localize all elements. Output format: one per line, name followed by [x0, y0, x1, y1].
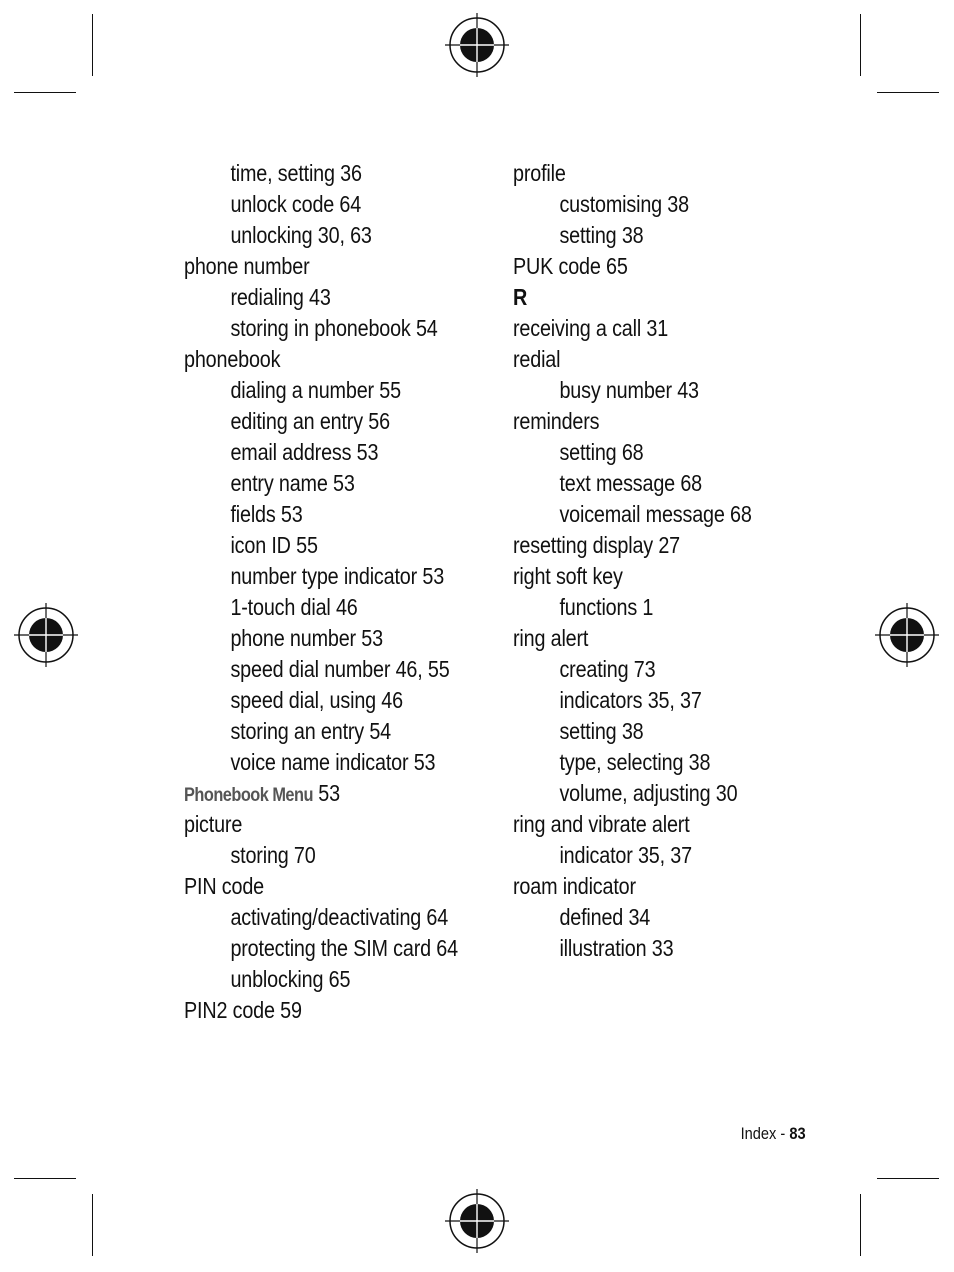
- index-subentry: [184, 623, 468, 654]
- index-letter-heading: [513, 282, 797, 313]
- index-subentry: [184, 437, 468, 468]
- index-subentry: [184, 747, 468, 778]
- entry-text: entry name 53: [230, 470, 355, 496]
- index-subentry: [184, 468, 468, 499]
- entry-text: indicators 35, 37: [559, 687, 702, 713]
- index-entry: [513, 623, 797, 654]
- index-subentry: [513, 654, 797, 685]
- index-subentry: [184, 499, 468, 530]
- crop-mark: [92, 14, 93, 76]
- index-entry: [184, 251, 468, 282]
- entry-text: editing an entry 56: [230, 408, 390, 434]
- entry-text: creating 73: [559, 656, 656, 682]
- index-entry: [184, 809, 468, 840]
- entry-text: unblocking 65: [230, 966, 351, 992]
- entry-text: icon ID 55: [230, 532, 318, 558]
- index-subentry: [513, 902, 797, 933]
- entry-text: text message 68: [559, 470, 702, 496]
- index-subentry: [513, 437, 797, 468]
- registration-mark-icon: [875, 603, 939, 667]
- menu-term: Phonebook Menu: [184, 785, 313, 806]
- entry-text: defined 34: [559, 904, 651, 930]
- footer-section-label: Index -: [740, 1124, 790, 1143]
- registration-mark-icon: [14, 603, 78, 667]
- index-subentry: [184, 375, 468, 406]
- entry-text: activating/deactivating 64: [230, 904, 449, 930]
- index-subentry: [184, 933, 468, 964]
- entry-text: unlocking 30, 63: [230, 222, 372, 248]
- entry-text: type, selecting 38: [559, 749, 711, 775]
- entry-text: redialing 43: [230, 284, 331, 310]
- entry-text: ring and vibrate alert: [513, 811, 690, 837]
- entry-text: PUK code 65: [513, 253, 628, 279]
- entry-text: protecting the SIM card 64: [230, 935, 458, 961]
- index-subentry: [184, 158, 468, 189]
- index-entry: [513, 809, 797, 840]
- index-entry: [513, 313, 797, 344]
- page-footer: [741, 1124, 806, 1144]
- crop-mark: [92, 1194, 93, 1256]
- index-subentry: [184, 592, 468, 623]
- entry-text: volume, adjusting 30: [559, 780, 738, 806]
- index-column-right: [513, 158, 843, 964]
- crop-mark: [860, 14, 861, 76]
- entry-text: setting 38: [559, 718, 644, 744]
- entry-text: storing in phonebook 54: [230, 315, 438, 341]
- registration-mark-icon: [445, 13, 509, 77]
- entry-text: dialing a number 55: [230, 377, 401, 403]
- entry-text: customising 38: [559, 191, 689, 217]
- index-entry: [513, 344, 797, 375]
- entry-text: number type indicator 53: [230, 563, 445, 589]
- index-subentry: [184, 282, 468, 313]
- entry-text: profile: [513, 160, 566, 186]
- index-entry: [513, 530, 797, 561]
- registration-mark-icon: [445, 1189, 509, 1253]
- index-subentry: [513, 778, 797, 809]
- crop-mark: [877, 1178, 939, 1179]
- index-subentry: [513, 220, 797, 251]
- entry-text: reminders: [513, 408, 600, 434]
- index-subentry: [184, 964, 468, 995]
- index-entry: [513, 561, 797, 592]
- entry-text: PIN2 code 59: [184, 997, 302, 1023]
- entry-text: speed dial number 46, 55: [230, 656, 450, 682]
- entry-text: functions 1: [559, 594, 654, 620]
- index-subentry: [513, 933, 797, 964]
- index-subentry: [184, 406, 468, 437]
- entry-text: indicator 35, 37: [559, 842, 692, 868]
- entry-text: phone number: [184, 253, 310, 279]
- index-subentry: [513, 685, 797, 716]
- index-subentry: [513, 375, 797, 406]
- entry-text: ring alert: [513, 625, 589, 651]
- index-subentry: [513, 468, 797, 499]
- index-subentry: [513, 592, 797, 623]
- index-subentry: [184, 840, 468, 871]
- index-entry: [184, 344, 468, 375]
- entry-text: right soft key: [513, 563, 623, 589]
- entry-text: PIN code: [184, 873, 264, 899]
- entry-text: 53: [312, 780, 340, 806]
- index-subentry: [513, 840, 797, 871]
- index-subentry: [184, 530, 468, 561]
- index-subentry: [184, 189, 468, 220]
- entry-text: speed dial, using 46: [230, 687, 403, 713]
- index-subentry: [184, 313, 468, 344]
- entry-text: receiving a call 31: [513, 315, 669, 341]
- index-entry: [513, 406, 797, 437]
- entry-text: phone number 53: [230, 625, 383, 651]
- entry-text: illustration 33: [559, 935, 674, 961]
- index-subentry: [184, 716, 468, 747]
- index-entry: [513, 158, 797, 189]
- index-subentry: [513, 499, 797, 530]
- index-subentry: [184, 561, 468, 592]
- entry-text: setting 68: [559, 439, 644, 465]
- index-entry: [184, 871, 468, 902]
- entry-text: busy number 43: [559, 377, 699, 403]
- index-entry: [513, 251, 797, 282]
- index-subentry: [513, 189, 797, 220]
- entry-text: voicemail message 68: [559, 501, 752, 527]
- entry-text: phonebook: [184, 346, 281, 372]
- entry-text: unlock code 64: [230, 191, 362, 217]
- entry-text: R: [513, 284, 528, 310]
- index-subentry: [184, 220, 468, 251]
- crop-mark: [860, 1194, 861, 1256]
- entry-text: storing 70: [230, 842, 316, 868]
- index-subentry: [513, 716, 797, 747]
- entry-text: picture: [184, 811, 243, 837]
- index-subentry: [184, 654, 468, 685]
- crop-mark: [14, 92, 76, 93]
- index-subentry: [184, 902, 468, 933]
- entry-text: resetting display 27: [513, 532, 681, 558]
- index-entry: [184, 778, 468, 809]
- entry-text: setting 38: [559, 222, 644, 248]
- index-subentry: [513, 747, 797, 778]
- entry-text: redial: [513, 346, 561, 372]
- crop-mark: [877, 92, 939, 93]
- entry-text: voice name indicator 53: [230, 749, 436, 775]
- index-entry: [184, 995, 468, 1026]
- page-number: 83: [789, 1124, 806, 1143]
- index-entry: [513, 871, 797, 902]
- crop-mark: [14, 1178, 76, 1179]
- index-column-left: [184, 158, 514, 1026]
- entry-text: email address 53: [230, 439, 379, 465]
- entry-text: storing an entry 54: [230, 718, 392, 744]
- index-subentry: [184, 685, 468, 716]
- entry-text: fields 53: [230, 501, 303, 527]
- entry-text: roam indicator: [513, 873, 636, 899]
- entry-text: 1-touch dial 46: [230, 594, 358, 620]
- entry-text: time, setting 36: [230, 160, 362, 186]
